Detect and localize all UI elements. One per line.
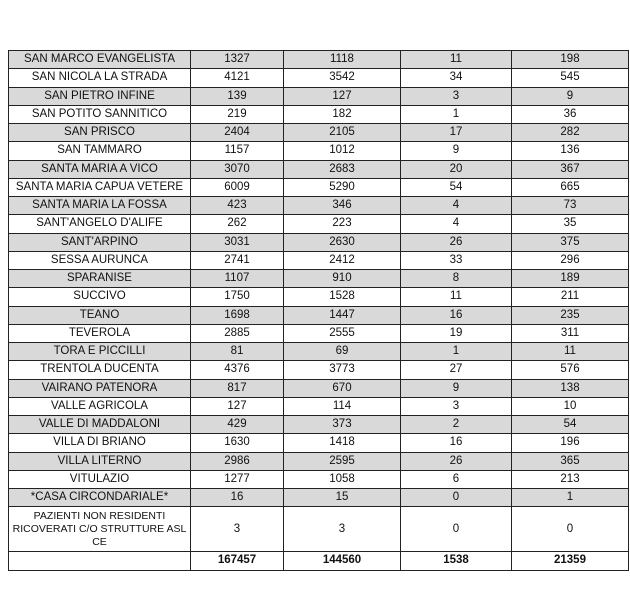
value-cell: 2404 — [191, 124, 284, 142]
value-cell: 1157 — [191, 142, 284, 160]
table-row — [9, 215, 629, 233]
value-cell: 81 — [191, 343, 284, 361]
value-cell: 6009 — [191, 178, 284, 196]
value-cell: 211 — [512, 288, 629, 306]
value-cell: 198 — [512, 51, 629, 69]
municipality-cell: SAN POTITO SANNITICO — [9, 105, 191, 123]
table-row — [9, 142, 629, 160]
municipality-cell: TEVEROLA — [9, 324, 191, 342]
municipality-cell: VILLA DI BRIANO — [9, 434, 191, 452]
municipality-cell: SPARANISE — [9, 270, 191, 288]
table-row — [9, 343, 629, 361]
value-cell: 11 — [401, 288, 512, 306]
table-row — [9, 124, 629, 142]
table-row — [9, 324, 629, 342]
value-cell: 1058 — [284, 470, 401, 488]
value-cell: 138 — [512, 379, 629, 397]
table-row — [9, 87, 629, 105]
value-cell: 26 — [401, 233, 512, 251]
value-cell: 1528 — [284, 288, 401, 306]
value-cell: 3031 — [191, 233, 284, 251]
value-cell: 26 — [401, 452, 512, 470]
municipality-cell: SAN PIETRO INFINE — [9, 87, 191, 105]
value-cell: 1447 — [284, 306, 401, 324]
municipality-cell: VITULAZIO — [9, 470, 191, 488]
value-cell: 3 — [401, 397, 512, 415]
value-cell: 219 — [191, 105, 284, 123]
totals-label-cell — [9, 552, 191, 570]
total-value-cell: 21359 — [512, 552, 629, 570]
municipality-cell: SANT'ANGELO D'ALIFE — [9, 215, 191, 233]
value-cell: 127 — [284, 87, 401, 105]
value-cell: 139 — [191, 87, 284, 105]
value-cell: 670 — [284, 379, 401, 397]
municipality-cell: SUCCIVO — [9, 288, 191, 306]
value-cell: 2555 — [284, 324, 401, 342]
value-cell: 54 — [401, 178, 512, 196]
value-cell: 19 — [401, 324, 512, 342]
table-row — [9, 178, 629, 196]
table-row — [9, 197, 629, 215]
value-cell: 1277 — [191, 470, 284, 488]
municipality-cell: SAN TAMMARO — [9, 142, 191, 160]
municipality-cell: VALLE DI MADDALONI — [9, 416, 191, 434]
value-cell: 189 — [512, 270, 629, 288]
value-cell: 223 — [284, 215, 401, 233]
value-cell: 3070 — [191, 160, 284, 178]
value-cell: 1 — [401, 343, 512, 361]
value-cell: 4121 — [191, 69, 284, 87]
value-cell: 910 — [284, 270, 401, 288]
value-cell: 2 — [401, 416, 512, 434]
value-cell: 373 — [284, 416, 401, 434]
value-cell: 2741 — [191, 251, 284, 269]
value-cell: 5290 — [284, 178, 401, 196]
value-cell: 235 — [512, 306, 629, 324]
municipality-cell: SANTA MARIA CAPUA VETERE — [9, 178, 191, 196]
value-cell: 3773 — [284, 361, 401, 379]
municipality-cell: VILLA LITERNO — [9, 452, 191, 470]
value-cell: 346 — [284, 197, 401, 215]
municipality-data-table — [8, 50, 629, 571]
value-cell: 27 — [401, 361, 512, 379]
value-cell: 2105 — [284, 124, 401, 142]
value-cell: 4 — [401, 197, 512, 215]
value-cell: 10 — [512, 397, 629, 415]
value-cell: 1118 — [284, 51, 401, 69]
value-cell: 17 — [401, 124, 512, 142]
value-cell: 16 — [191, 489, 284, 507]
municipality-cell: VAIRANO PATENORA — [9, 379, 191, 397]
table-row — [9, 489, 629, 507]
value-cell: 2630 — [284, 233, 401, 251]
value-cell: 545 — [512, 69, 629, 87]
value-cell: 33 — [401, 251, 512, 269]
value-cell: 6 — [401, 470, 512, 488]
value-cell: 182 — [284, 105, 401, 123]
municipality-cell: TORA E PICCILLI — [9, 343, 191, 361]
table-row — [9, 51, 629, 69]
table-row — [9, 452, 629, 470]
municipality-cell: SANTA MARIA A VICO — [9, 160, 191, 178]
value-cell: 35 — [512, 215, 629, 233]
value-cell: 3 — [284, 507, 401, 552]
table-row — [9, 379, 629, 397]
value-cell: 3 — [401, 87, 512, 105]
municipality-cell: SAN MARCO EVANGELISTA — [9, 51, 191, 69]
value-cell: 4 — [401, 215, 512, 233]
table-row — [9, 69, 629, 87]
table-row — [9, 160, 629, 178]
value-cell: 1 — [512, 489, 629, 507]
value-cell: 1750 — [191, 288, 284, 306]
table-row — [9, 306, 629, 324]
municipality-cell: TEANO — [9, 306, 191, 324]
municipality-cell: SAN NICOLA LA STRADA — [9, 69, 191, 87]
value-cell: 1 — [401, 105, 512, 123]
value-cell: 196 — [512, 434, 629, 452]
value-cell: 2595 — [284, 452, 401, 470]
value-cell: 9 — [401, 379, 512, 397]
value-cell: 296 — [512, 251, 629, 269]
value-cell: 11 — [401, 51, 512, 69]
value-cell: 367 — [512, 160, 629, 178]
value-cell: 11 — [512, 343, 629, 361]
value-cell: 2412 — [284, 251, 401, 269]
table-row — [9, 233, 629, 251]
table-row — [9, 288, 629, 306]
value-cell: 365 — [512, 452, 629, 470]
value-cell: 127 — [191, 397, 284, 415]
value-cell: 20 — [401, 160, 512, 178]
value-cell: 423 — [191, 197, 284, 215]
value-cell: 8 — [401, 270, 512, 288]
table-row — [9, 434, 629, 452]
municipality-cell: SANTA MARIA LA FOSSA — [9, 197, 191, 215]
value-cell: 0 — [512, 507, 629, 552]
value-cell: 1418 — [284, 434, 401, 452]
value-cell: 576 — [512, 361, 629, 379]
table-row — [9, 470, 629, 488]
municipality-cell: TRENTOLA DUCENTA — [9, 361, 191, 379]
value-cell: 2885 — [191, 324, 284, 342]
value-cell: 1698 — [191, 306, 284, 324]
value-cell: 817 — [191, 379, 284, 397]
municipality-cell: VALLE AGRICOLA — [9, 397, 191, 415]
value-cell: 1012 — [284, 142, 401, 160]
value-cell: 0 — [401, 489, 512, 507]
value-cell: 73 — [512, 197, 629, 215]
table-row — [9, 507, 629, 552]
value-cell: 36 — [512, 105, 629, 123]
value-cell: 311 — [512, 324, 629, 342]
value-cell: 262 — [191, 215, 284, 233]
value-cell: 0 — [401, 507, 512, 552]
value-cell: 4376 — [191, 361, 284, 379]
value-cell: 1107 — [191, 270, 284, 288]
municipality-cell: PAZIENTI NON RESIDENTI RICOVERATI C/O STRUTTURE ASL CE — [9, 507, 191, 552]
table-row — [9, 251, 629, 269]
value-cell: 16 — [401, 306, 512, 324]
value-cell: 1630 — [191, 434, 284, 452]
total-value-cell: 1538 — [401, 552, 512, 570]
municipality-cell: SESSA AURUNCA — [9, 251, 191, 269]
value-cell: 3 — [191, 507, 284, 552]
total-value-cell: 144560 — [284, 552, 401, 570]
municipality-cell: *CASA CIRCONDARIALE* — [9, 489, 191, 507]
municipality-cell: SAN PRISCO — [9, 124, 191, 142]
value-cell: 15 — [284, 489, 401, 507]
value-cell: 2986 — [191, 452, 284, 470]
value-cell: 9 — [401, 142, 512, 160]
value-cell: 1327 — [191, 51, 284, 69]
value-cell: 9 — [512, 87, 629, 105]
value-cell: 2683 — [284, 160, 401, 178]
value-cell: 16 — [401, 434, 512, 452]
value-cell: 69 — [284, 343, 401, 361]
table-row — [9, 105, 629, 123]
table-row — [9, 270, 629, 288]
value-cell: 3542 — [284, 69, 401, 87]
value-cell: 114 — [284, 397, 401, 415]
total-value-cell: 167457 — [191, 552, 284, 570]
municipality-cell: SANT'ARPINO — [9, 233, 191, 251]
table-row — [9, 361, 629, 379]
value-cell: 54 — [512, 416, 629, 434]
table-row — [9, 397, 629, 415]
value-cell: 429 — [191, 416, 284, 434]
value-cell: 213 — [512, 470, 629, 488]
value-cell: 34 — [401, 69, 512, 87]
value-cell: 136 — [512, 142, 629, 160]
value-cell: 375 — [512, 233, 629, 251]
value-cell: 665 — [512, 178, 629, 196]
table-row — [9, 416, 629, 434]
totals-row — [9, 552, 629, 570]
value-cell: 282 — [512, 124, 629, 142]
